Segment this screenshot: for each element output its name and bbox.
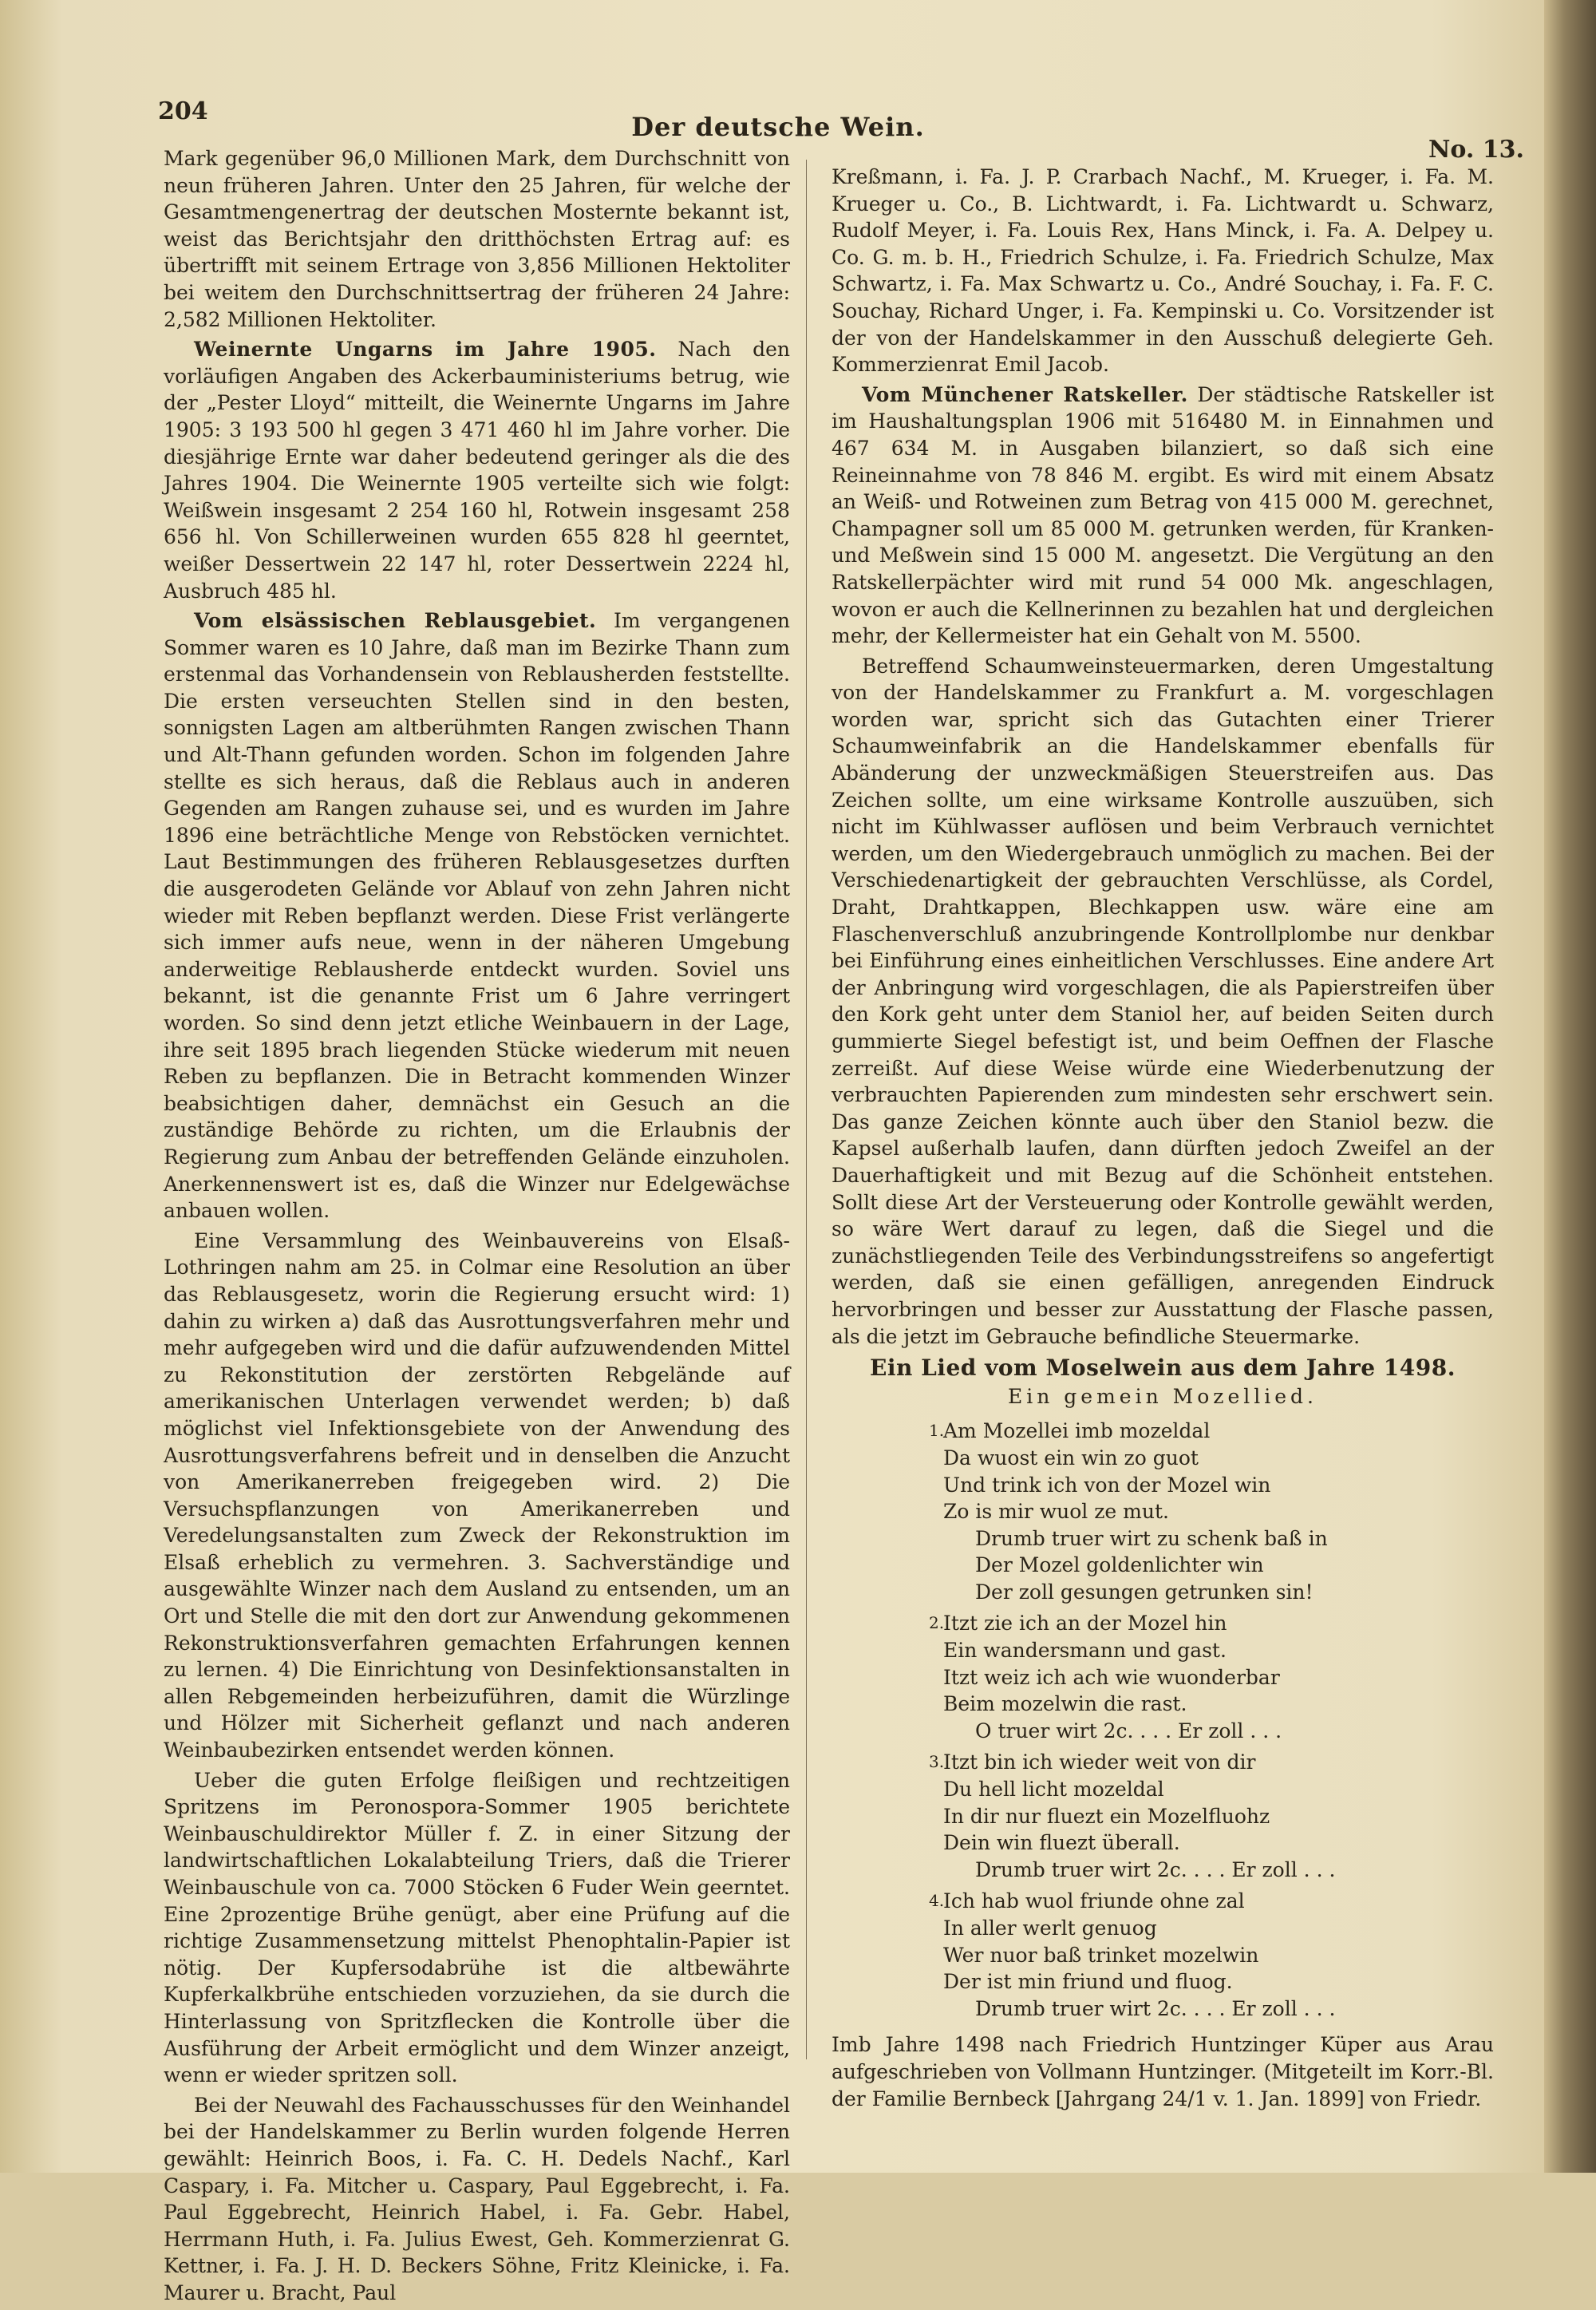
song-stanza: [832, 1610, 1494, 1744]
journal-title: Der deutsche Wein.: [631, 112, 925, 142]
verse-line: Da wuost ein win zo guot: [943, 1446, 1199, 1469]
article-heading: Vom elsässischen Reblausgebiet.: [194, 609, 597, 633]
verse-line: O truer wirt 2c. . . . Er zoll . . .: [975, 1719, 1282, 1742]
article-paragraph: [164, 336, 790, 604]
verse-line: In aller werlt genuog: [943, 1916, 1157, 1940]
verse-line: Ein wandersmann und gast.: [943, 1639, 1227, 1663]
article-paragraph: [164, 607, 790, 1224]
article-text: Im vergangenen Sommer waren es 10 Jahre, daß man im Bezirke Thann zum erstenmal das Vorhandensein von Reblausherden feststellte. Die ersten verseuchten Stellen sind in den besten, sonnigsten Lagen am altberühmten Rangen zwischen Thann und Alt-Thann gefunden worden. Schon im folgenden Jahre stellte es sich heraus, daß die Reblaus auch in anderen Gegenden am Rangen zuhause sei, und es wurden im Jahre 1896 eine beträchtliche Menge von Rebstöcken vernichtet. Laut Bestimmungen des früheren Reblausgesetzes durften die ausgerodeten Gelände vor Ablauf von zehn Jahren nicht wieder mit Reben bepflanzt werden. Diese Frist verlängerte sich immer aufs neue, wenn in der näheren Umgebung anderweitige Reblausherde entdeckt wurden. Soviel uns bekannt, ist die genannte Frist um 6 Jahre verringert worden. So sind denn jetzt etliche Weinbauern in der Lage, ihre seit 1895 brach liegenden Stücke wiederum mit neuen Reben zu bepflanzen. Die in Betracht kommenden Winzer beabsichtigen daher, demnächst ein Gesuch an die zuständige Behörde zu richten, um die Erlaubnis der Regierung zum Anbau der betreffenden Gelände einzuholen. Anerkennenswert ist es, daß die Winzer nur Edelgewächse anbauen wollen.: [164, 609, 790, 1223]
article-text: Mark gegenüber 96,0 Millionen Mark, dem Durchschnitt von neun früheren Jahren. Unter den 25 Jahren, für welche der Gesamtmengenertrag der deutschen Mosternte bekannt ist, weist das Berichtsjahr den dritthöchsten Ertrag auf: es übertrifft mit seinem Ertrage von 3,856 Millionen Hektoliter bei weitem den Durchschnittsertrag der früheren 24 Jahre: 2,582 Millionen Hektoliter.: [164, 147, 790, 331]
stanza-number: 4.: [929, 1891, 945, 1911]
verse-line: Itzt zie ich an der Mozel hin: [943, 1612, 1227, 1636]
verse-line: Drumb truer wirt 2c. . . . Er zoll . . .: [975, 1996, 1336, 2020]
right-column: [832, 164, 1494, 2115]
verse-line: Drumb truer wirt 2c. . . . Er zoll . . .: [975, 1857, 1336, 1881]
song-subtitle: Ein gemein Mozellied.: [1008, 1384, 1317, 1408]
song-stanzas: [832, 1418, 1494, 2022]
verse-line: Der zoll gesungen getrunken sin!: [975, 1580, 1314, 1604]
verse-line: Du hell licht mozeldal: [943, 1778, 1164, 1802]
song-stanza: [832, 1418, 1494, 1605]
article-text: Eine Versammlung des Weinbauvereins von Elsaß-Lothringen nahm am 25. in Colmar eine Resolution an über das Reblausgesetz, worin die Regierung ersucht wird: 1) dahin zu wirken a) daß das Ausrottungsverfahren mehr und mehr aufgegeben wird und die dafür aufzuwendenden Mittel zu Rekonstitution der zerstörten Rebgelände auf amerikanischen Unterlagen verwendet werden; b) daß möglichst viel Infektionsgebiete von der Anwendung des Ausrottungsverfahrens befreit und in denselben die Anzucht von Amerikanerreben freigegeben wird. 2) Die Versuchspflanzungen von Amerikanerreben und Veredelungsanstalten zum Zweck der Rekonstruktion im Elsaß erheblich zu vermehren. 3. Sachverständige und ausgewählte Winzer nach dem Ausland zu entsenden, um an Ort und Stelle die mit den dort zur Anwendung gekommenen Rekonstruktionsverfahren gemachten Erfahrungen kennen zu lernen. 4) Die Einrichtung von Desinfektionsanstalten in allen Rebgemeinden herbeizuführen, damit die Würzlinge und Hölzer mit Sicherheit geflanzt und nach anderen Weinbaubezirken entsendet werden können.: [164, 1228, 790, 1762]
stanza-number: 2.: [929, 1613, 945, 1633]
stanza-number: 3.: [929, 1752, 945, 1772]
stanza-number: 1.: [929, 1421, 945, 1441]
verse-line: Am Mozellei imb mozeldal: [943, 1419, 1211, 1443]
article-paragraph: [164, 1767, 790, 2089]
issue-number: No. 13.: [1428, 136, 1524, 164]
verse-line: Wer nuor baß trinket mozelwin: [943, 1943, 1259, 1967]
article-paragraph: [164, 2092, 790, 2307]
song-closing-note: Imb Jahre 1498 nach Friedrich Huntzinger Küper aus Arau aufgeschrieben von Vollmann Huntzinger. (Mitgeteilt im Korr.-Bl. der Familie Bernbeck [Jahrgang 24/1 v. 1. Jan. 1899] von Friedr.: [832, 2033, 1494, 2110]
article-text: Bei der Neuwahl des Fachausschusses für den Weinhandel bei der Handelskammer zu Berlin wurden folgende Herren gewählt: Heinrich Boos, i. Fa. C. H. Dedels Nachf., Karl Caspary, i. Fa. Mitcher u. Caspary, Paul Eggebrecht, i. Fa. Paul Eggebrecht, Heinrich Habel, i. Fa. Gebr. Habel, Herrmann Huth, i. Fa. Julius Ewest, Geh. Kommerzienrat G. Kettner, i. Fa. J. H. D. Beckers Söhne, Fritz Kleinicke, i. Fa. Maurer u. Bracht, Paul: [164, 2093, 790, 2304]
verse-line: Itzt weiz ich ach wie wuonderbar: [943, 1665, 1280, 1689]
article-paragraph: [832, 382, 1494, 650]
article-text: Ueber die guten Erfolge fleißigen und rechtzeitigen Spritzens im Peronospora-Sommer 1905 berichtete Weinbauschuldirektor Müller f. Z. in einer Sitzung der landwirtschaftlichen Lokalabteilung Triers, daß die Trierer Weinbauschule von ca. 7000 Stöcken 6 Fuder Wein geerntet. Eine 2prozentige Brühe genügt, aber eine Prüfung auf die richtige Zusammensetzung mittelst Phenophtalin-Papier ist nötig. Der Kupfersodabrühe ist die altbewährte Kupferkalkbrühe entschieden vorzuziehen, da sie durch die Hinterlassung von Spritzflecken die Kontrolle über die Ausführung der Arbeit ermöglicht und dem Winzer anzeigt, wenn er wieder spritzen soll.: [164, 1768, 790, 2087]
column-divider: [806, 160, 807, 2059]
verse-line: In dir nur fluezt ein Mozelfluohz: [943, 1804, 1270, 1828]
article-text: Betreffend Schaumweinsteuermarken, deren Umgestaltung von der Handelskammer zu Frankfurt a. M. vorgeschlagen worden war, spricht sich das Gutachten einer Trierer Schaumweinfabrik an die Handelskammer ebenfalls für Abänderung der unzweckmäßigen Steuerstreifen aus. Das Zeichen sollte, um eine wirksame Kontrolle auszuüben, sich nicht im Kühlwasser auflösen und beim Verbrauch vernichtet werden, um den Wiedergebrauch unmöglich zu machen. Bei der Verschiedenartigkeit der gebrauchten Verschlüsse, als Cordel, Draht, Drahtkappen, Blechkappen usw. wäre eine am Flaschenverschluß anzubringende Kontrollplombe nur denkbar bei Einführung eines einheitlichen Verschlusses. Eine andere Art der Anbringung wird vorgeschlagen, die als Papierstreifen über den Kork geht unter dem Staniol her, auf beiden Seiten durch gummierte Siegel befestigt ist, und beim Oeffnen der Flasche zerreißt. Auf diese Weise würde eine Wiederbenutzung der verbrauchten Papierenden zum mindesten sehr erschwert sein. Das ganze Zeichen könnte auch über den Staniol bezw. die Kapsel außerhalb laufen, dann dürften jedoch Zweifel an der Dauerhaftigkeit und mit Bezug auf die Schönheit entstehen. Sollt diese Art der Versteuerung oder Kontrolle gewählt werden, so wäre Wert darauf zu legen, daß die Siegel und die zunächstliegenden Teile des Verbindungsstreifens so angefertigt werden, daß sie einen gefälligen, anregenden Eindruck hervorbringen und besser zur Ausstattung der Flasche passen, als die jetzt im Gebrauche befindliche Steuermarke.: [832, 654, 1494, 1348]
left-column: [164, 145, 790, 2310]
song-section: [832, 1355, 1494, 2112]
article-paragraph: [832, 164, 1494, 378]
song-stanza: [832, 1749, 1494, 1883]
verse-line: Der ist min friund und fluog.: [943, 1970, 1233, 1994]
article-text: Kreßmann, i. Fa. J. P. Crarbach Nachf., M. Krueger, i. Fa. M. Krueger u. Co., B. Lichtwardt, i. Fa. Lichtwardt u. Schwarz, Rudolf Meyer, i. Fa. Louis Rex, Hans Minck, i. Fa. A. Delpey u. Co. G. m. b. H., Friedrich Schulze, i. Fa. Friedrich Schulze, Max Schwartz, i. Fa. Max Schwartz u. Co., André Souchay, i. Fa. F. C. Souchay, Richard Unger, i. Fa. Kempinski u. Co. Vorsitzender ist der von der Handelskammer in den Ausschuß delegierte Geh. Kommerzienrat Emil Jacob.: [832, 165, 1494, 377]
book-binding-edge: [1544, 0, 1596, 2173]
page-number: 204: [158, 97, 208, 125]
right-column-articles: [832, 164, 1494, 1350]
verse-line: Itzt bin ich wieder weit von dir: [943, 1750, 1256, 1774]
song-title: Ein Lied vom Moselwein aus dem Jahre 1498.: [870, 1355, 1456, 1382]
verse-line: Drumb truer wirt zu schenk baß in: [975, 1526, 1328, 1550]
verse-line: Und trink ich von der Mozel win: [943, 1473, 1271, 1497]
verse-line: Zo is mir wuol ze mut.: [943, 1500, 1169, 1524]
song-stanza: [832, 1888, 1494, 2022]
article-heading: Vom Münchener Ratskeller.: [862, 382, 1188, 406]
article-paragraph: [164, 145, 790, 333]
article-paragraph: [164, 1228, 790, 1764]
verse-line: Dein win fluezt überall.: [943, 1831, 1180, 1855]
article-text: Der städtische Ratskeller ist im Haushaltungsplan 1906 mit 516480 M. in Einnahmen und 467 634 M. in Ausgaben bilanziert, so daß sich eine Reineinnahme von 78 846 M. ergibt. Es wird mit einem Absatz an Weiß- und Rotweinen zum Betrag von 415 000 M. gerechnet, Champagner soll um 85 000 M. getrunken werden, für Kranken- und Meßwein sind 15 000 M. angesetzt. Die Vergütung an den Ratskellerpächter wird mit rund 54 000 Mk. angeschlagen, wovon er auch die Kellnerinnen zu bezahlen hat und dergleichen mehr, der Kellermeister hat ein Gehalt von M. 5500.: [832, 382, 1494, 648]
article-text: Nach den vorläufigen Angaben des Ackerbauministeriums betrug, wie der „Pester Lloyd“ mitteilt, die Weinernte Ungarns im Jahre 1905: 3 193 500 hl gegen 3 471 460 hl im Jahre vorher. Die diesjährige Ernte war daher bedeutend geringer als die des Jahres 1904. Die Weinernte 1905 verteilte sich wie folgt: Weißwein insgesamt 2 254 160 hl, Rotwein insgesamt 258 656 hl. Von Schillerweinen wurden 655 828 hl geerntet, weißer Dessertwein 22 147 hl, roter Dessertwein 2224 hl, Ausbruch 485 hl.: [164, 338, 791, 603]
article-paragraph: [832, 653, 1494, 1350]
verse-line: Ich hab wuol friunde ohne zal: [943, 1889, 1245, 1913]
verse-line: Beim mozelwin die rast.: [943, 1692, 1187, 1716]
verse-line: Der Mozel goldenlichter win: [975, 1553, 1264, 1577]
article-heading: Weinernte Ungarns im Jahre 1905.: [194, 338, 657, 362]
